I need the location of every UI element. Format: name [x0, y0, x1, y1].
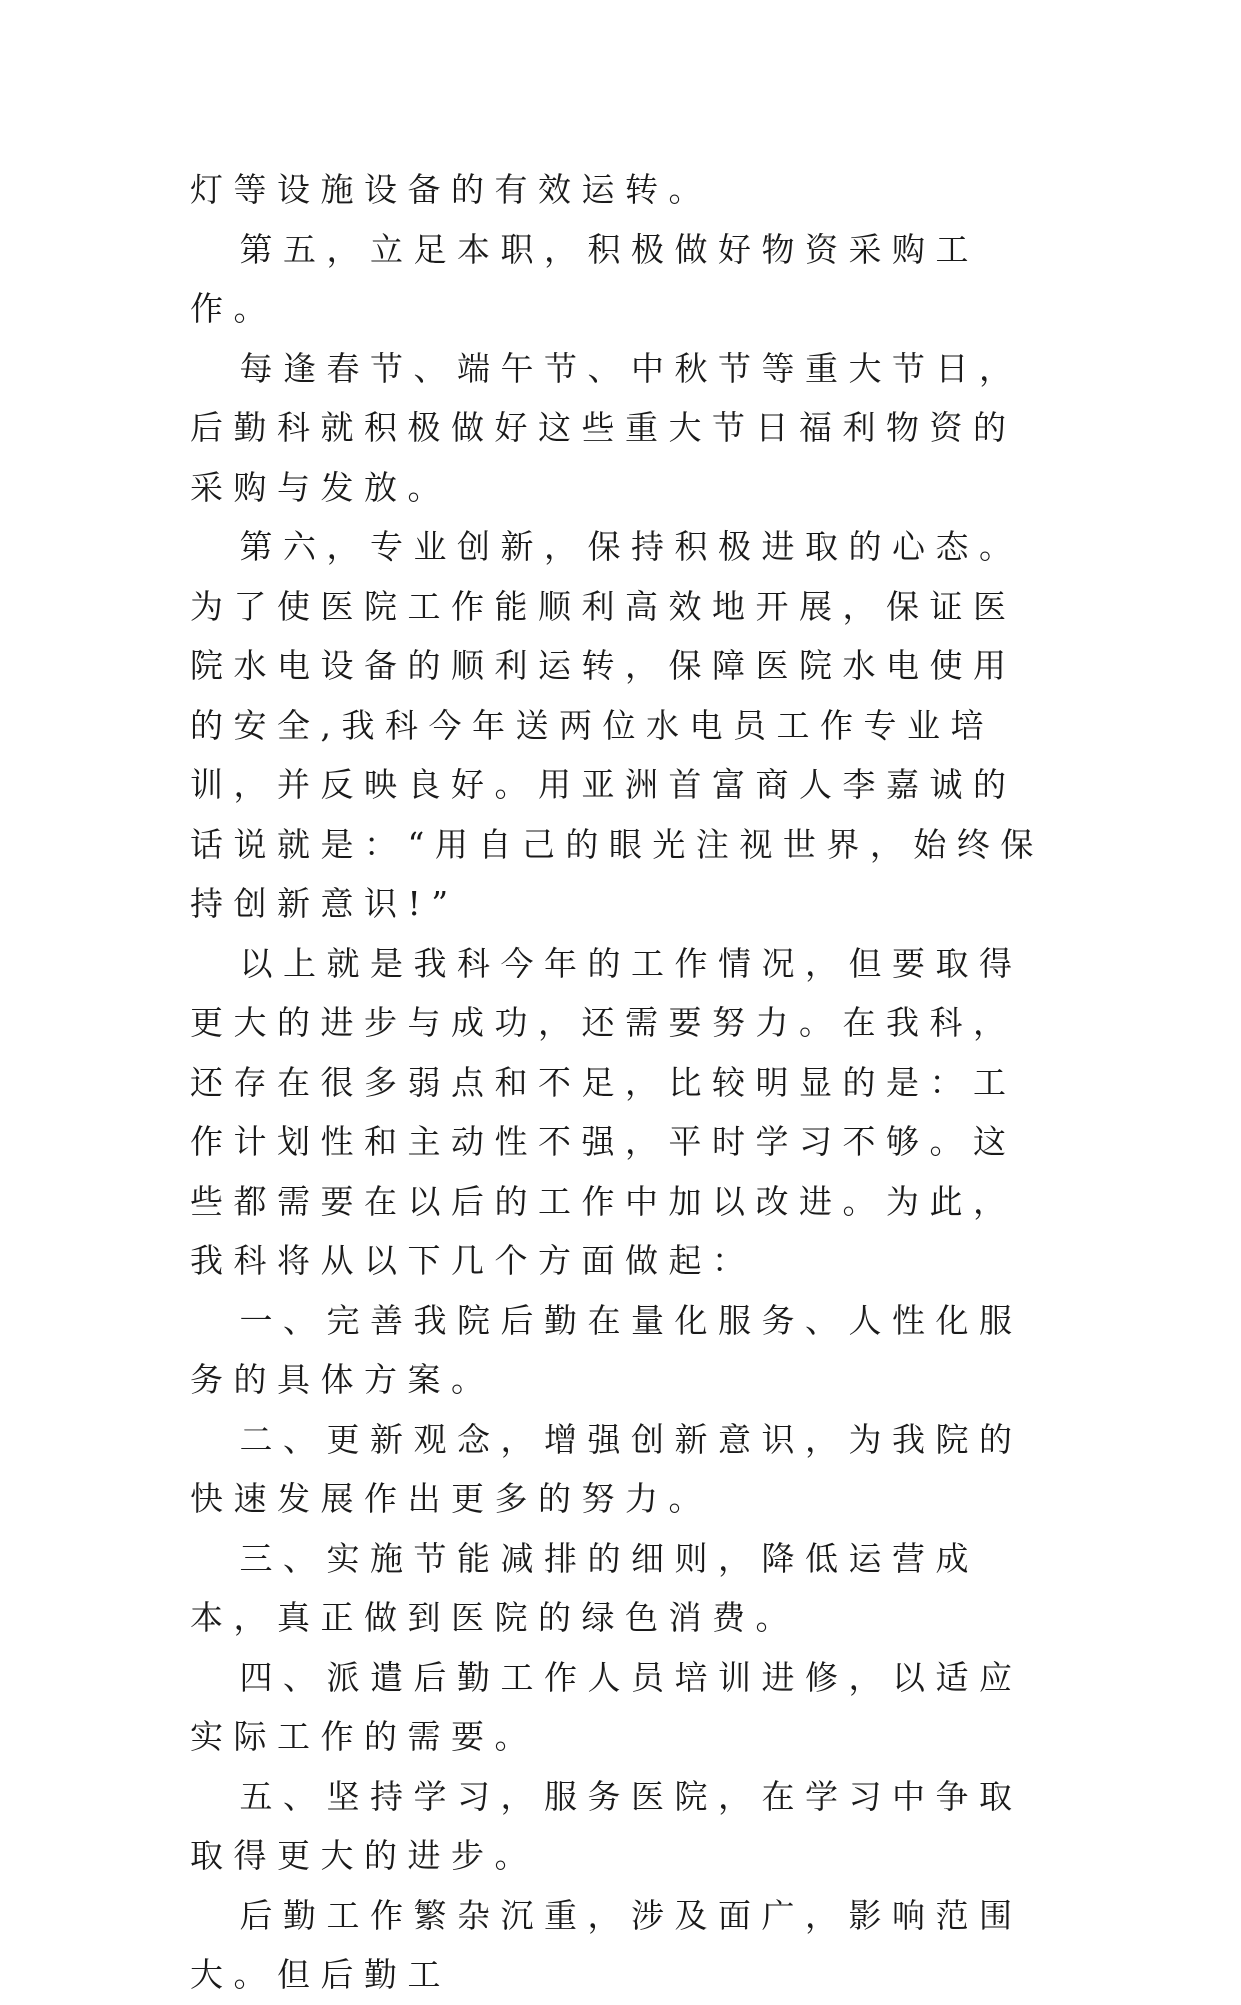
plan-item-2: 二、更新观念，增强创新意识，为我院的快速发展作出更多的努力。	[190, 1419, 1023, 1518]
plan-item-5: 五、坚持学习，服务医院，在学习中争取取得更大的进步。	[190, 1776, 1023, 1875]
paragraph-holiday-procurement: 每逢春节、端午节、中秋节等重大节日，后勤科就积极做好这些重大节日福利物资的采购与发放。	[190, 348, 1023, 507]
paragraph-section-five-heading: 第五，立足本职，积极做好物资采购工作。	[190, 229, 979, 328]
paragraph-continuation: 灯等设施设备的有效运转。	[190, 170, 712, 209]
plan-item-1: 一、完善我院后勤在量化服务、人性化服务的具体方案。	[190, 1300, 1023, 1399]
paragraph-summary: 以上就是我科今年的工作情况，但要取得更大的进步与成功，还需要努力。在我科，还存在很多弱点和不足，比较明显的是：工作计划性和主动性不强，平时学习不够。这些都需要在以后的工作中加以改进。为此，我科将从以下几个方面做起：	[190, 943, 1023, 1280]
plan-item-4: 四、派遣后勤工作人员培训进修，以适应实际工作的需要。	[190, 1657, 1023, 1756]
paragraph-section-six: 第六，专业创新，保持积极进取的心态。为了使医院工作能顺利高效地开展，保证医院水电设备的顺利运转，保障医院水电使用的安全,我科今年送两位水电员工作专业培训，并反映良好。用亚洲首富商人李嘉诚的话说就是：“用自己的眼光注视世界，始终保持创新意识!”	[190, 527, 1044, 923]
body-text	[190, 160, 1050, 2005]
plan-item-3: 三、实施节能减排的细则，降低运营成本，真正做到医院的绿色消费。	[190, 1538, 979, 1637]
paragraph-closing: 后勤工作繁杂沉重，涉及面广，影响范围大。但后勤工	[190, 1895, 1023, 1994]
